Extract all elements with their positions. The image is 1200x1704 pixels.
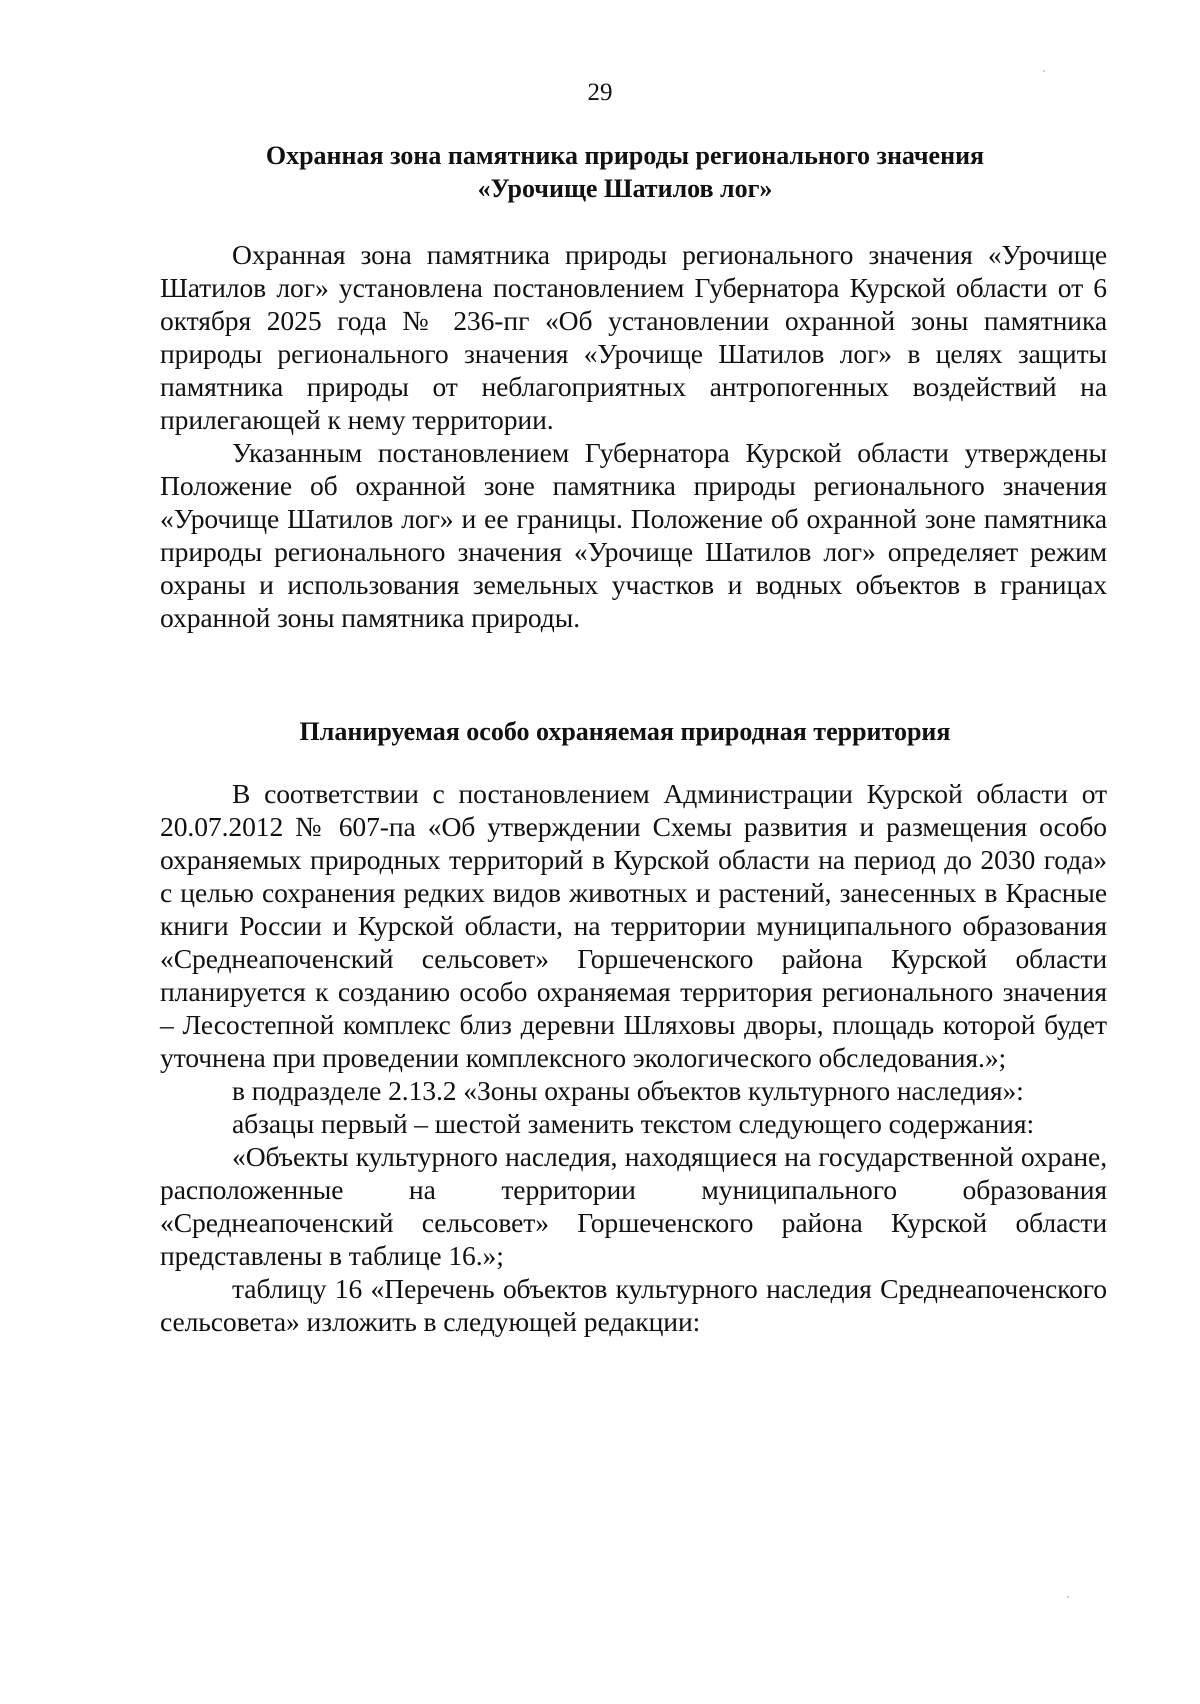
paragraph: таблицу 16 «Перечень объектов культурного наследия Среднеапоченского сельсовета» изложить в следующей редакции: [160, 1273, 1107, 1337]
paragraph: в подразделе 2.13.2 «Зоны охраны объектов культурного наследия»: [232, 1075, 1024, 1106]
section-body-protected-zone [160, 238, 1107, 634]
section-body-planned-territory [160, 777, 1107, 1338]
section-title-line-2: «Урочище Шатилов лог» [477, 174, 773, 203]
page-number: 29 [587, 79, 613, 106]
paragraph: В соответствии с постановлением Администрации Курской области от 20.07.2012 № 607-па «Об утверждении Схемы развития и размещения особо охраняемых природных территорий в Курской области на период до 2030 года» с целью сохранения редких видов животных и растений, занесенных в Красные книги России и Курской области, на территории муниципального образования «Среднеапоченский сельсовет» Горшеченского района Курской области планируется к созданию особо охраняемая территория регионального значения – Лесостепной комплекс близ деревни Шляховы дворы, площадь которой будет уточнена при проведении комплексного экологического обследования.»; [160, 778, 1107, 1073]
paragraph: абзацы первый – шестой заменить текстом следующего содержания: [232, 1108, 1035, 1139]
paragraph: Охранная зона памятника природы регионального значения «Урочище Шатилов лог» установлена постановлением Губернатора Курской области от 6 октября 2025 года № 236-пг «Об установлении охранной зоны памятника природы регионального значения «Урочище Шатилов лог» в целях защиты памятника природы от неблагоприятных антропогенных воздействий на прилегающей к нему территории. [160, 239, 1107, 435]
section-title-protected-zone [150, 139, 1100, 205]
section-title-planned-territory: Планируемая особо охраняемая природная территория [299, 717, 951, 746]
section-title-line-1: Охранная зона памятника природы регионального значения [265, 141, 985, 170]
paragraph: Указанным постановлением Губернатора Курской области утверждены Положение об охранной зоне памятника природы регионального значения «Урочище Шатилов лог» и ее границы. Положение об охранной зоне памятника природы регионального значения «Урочище Шатилов лог» определяет режим охраны и использования земельных участков и водных объектов в границах охранной зоны памятника природы. [160, 437, 1107, 633]
scan-speck [1043, 70, 1045, 72]
paragraph: «Объекты культурного наследия, находящиеся на государственной охране, расположенные на территории муниципального образования «Среднеапоченский сельсовет» Горшеченского района Курской области представлены в таблице 16.»; [160, 1141, 1107, 1271]
scan-speck [1067, 1596, 1069, 1598]
